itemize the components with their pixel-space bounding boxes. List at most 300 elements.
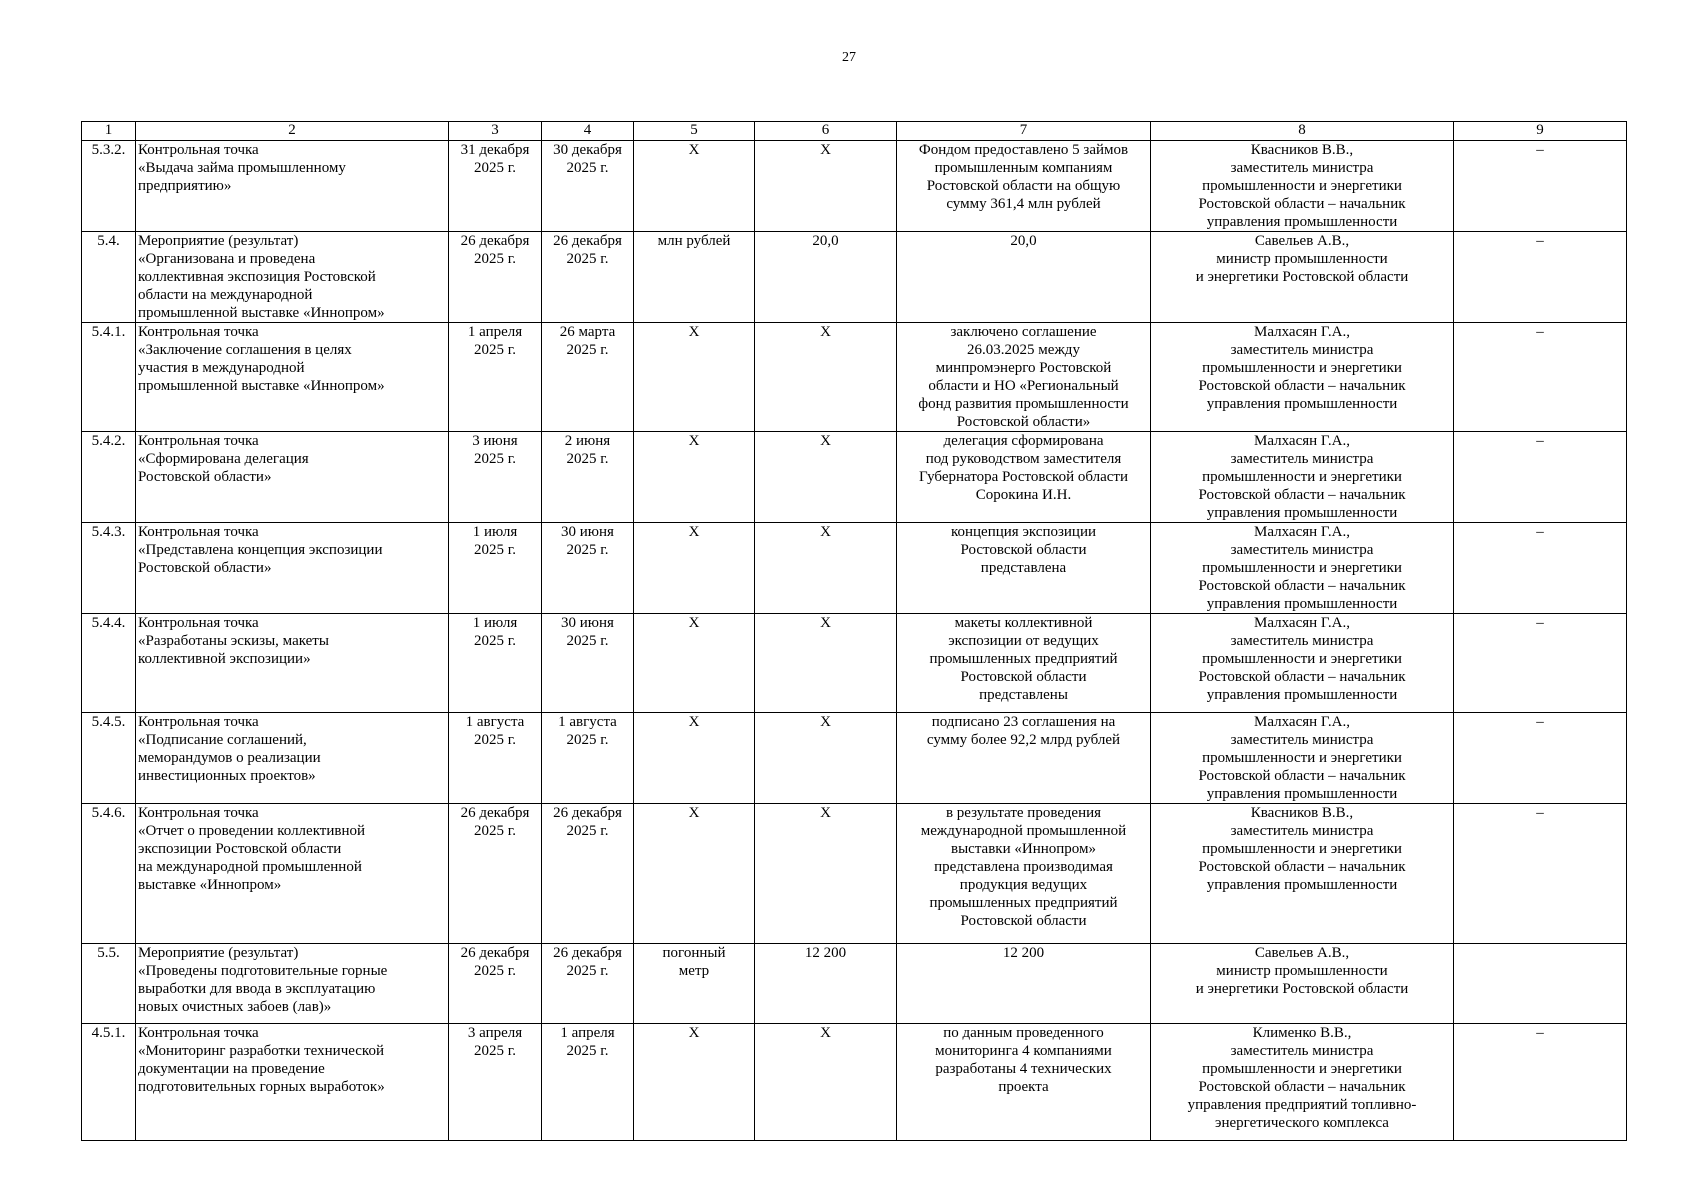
result-description-line: Сорокина И.Н. bbox=[975, 487, 1072, 503]
responsible-person-line: и энергетики Ростовской области bbox=[1195, 269, 1409, 285]
measure-name-line: коллективная экспозиция Ростовской bbox=[138, 269, 376, 285]
measure-name-line: Мероприятие (результат) bbox=[138, 945, 299, 961]
planned-value-cell bbox=[755, 141, 897, 232]
result-description-line: под руководством заместителя bbox=[925, 451, 1122, 467]
responsible-person-cell bbox=[1151, 432, 1454, 523]
actual-date-line: 26 декабря bbox=[553, 233, 622, 249]
responsible-person-line: Ростовской области – начальник bbox=[1198, 487, 1406, 503]
note-cell bbox=[1454, 804, 1627, 944]
page-number: 27 bbox=[842, 50, 856, 65]
actual-date-cell bbox=[542, 944, 634, 1024]
responsible-person-line: заместитель министра bbox=[1230, 451, 1374, 467]
result-description-cell bbox=[897, 804, 1151, 944]
result-description-cell bbox=[897, 944, 1151, 1024]
planned-date-line: 2025 г. bbox=[474, 542, 516, 558]
measure-name-cell bbox=[136, 523, 449, 614]
result-description-line: представлена bbox=[980, 560, 1067, 576]
responsible-person-line: промышленности и энергетики bbox=[1202, 469, 1402, 485]
measure-name-line: Ростовской области» bbox=[138, 560, 272, 576]
row-number-cell: 5.4.5. bbox=[82, 713, 136, 804]
measure-name-line: предприятию» bbox=[138, 178, 232, 194]
responsible-person-line: Ростовской области – начальник bbox=[1198, 669, 1406, 685]
result-description-line: экспозиции от ведущих bbox=[948, 633, 1099, 649]
planned-date-line: 2025 г. bbox=[474, 1043, 516, 1059]
unit-line: Х bbox=[688, 324, 700, 340]
actual-date-cell bbox=[542, 432, 634, 523]
measure-name-line: «Сформирована делегация bbox=[138, 451, 309, 467]
note-line: – bbox=[1536, 524, 1544, 540]
result-description-line: 12 200 bbox=[1002, 945, 1045, 961]
note-line: – bbox=[1536, 1025, 1544, 1041]
note-line: – bbox=[1536, 233, 1544, 249]
planned-date-line: 2025 г. bbox=[474, 732, 516, 748]
measure-name-line: Мероприятие (результат) bbox=[138, 233, 299, 249]
measure-name-line: подготовительных горных выработок» bbox=[138, 1079, 385, 1095]
responsible-person-line: Ростовской области – начальник bbox=[1198, 378, 1406, 394]
planned-value-line: Х bbox=[820, 142, 831, 158]
result-description-line: макеты коллективной bbox=[954, 615, 1093, 631]
unit-line: Х bbox=[688, 142, 700, 158]
planned-value-cell bbox=[755, 323, 897, 432]
col-header-8: 8 bbox=[1151, 122, 1454, 141]
unit-cell bbox=[634, 323, 755, 432]
planned-date-line: 26 декабря bbox=[460, 805, 530, 821]
planned-date-cell bbox=[449, 523, 542, 614]
table-row bbox=[82, 432, 1627, 523]
planned-value-cell bbox=[755, 944, 897, 1024]
row-number-cell: 5.4.6. bbox=[82, 804, 136, 944]
planned-value-line: Х bbox=[820, 324, 831, 340]
result-description-line: области и НО «Региональный bbox=[928, 378, 1119, 394]
planned-date-line: 2025 г. bbox=[474, 160, 516, 176]
table-row bbox=[82, 523, 1627, 614]
unit-cell bbox=[634, 804, 755, 944]
planned-date-cell bbox=[449, 432, 542, 523]
row-number-cell: 5.4.4. bbox=[82, 614, 136, 713]
planned-date-line: 3 апреля bbox=[467, 1025, 523, 1041]
measure-name-line: «Проведены подготовительные горные bbox=[138, 963, 388, 979]
responsible-person-line: Квасников В.В., bbox=[1250, 142, 1354, 158]
measure-name-line: участия в международной bbox=[138, 360, 305, 376]
planned-date-cell bbox=[449, 1024, 542, 1141]
responsible-person-line: Ростовской области – начальник bbox=[1198, 196, 1406, 212]
responsible-person-line: промышленности и энергетики bbox=[1202, 178, 1402, 194]
col-header-1: 1 bbox=[82, 122, 136, 141]
actual-date-cell bbox=[542, 523, 634, 614]
result-description-line: заключено соглашение bbox=[950, 324, 1097, 340]
col-header-7: 7 bbox=[897, 122, 1151, 141]
note-line: – bbox=[1536, 714, 1544, 730]
planned-date-line: 1 апреля bbox=[467, 324, 523, 340]
responsible-person-cell bbox=[1151, 323, 1454, 432]
row-number-cell: 5.5. bbox=[82, 944, 136, 1024]
planned-date-cell bbox=[449, 232, 542, 323]
row-number-cell: 5.4. bbox=[82, 232, 136, 323]
responsible-person-line: управления промышленности bbox=[1206, 786, 1398, 802]
responsible-person-line: заместитель министра bbox=[1230, 823, 1374, 839]
header-row bbox=[82, 122, 1627, 141]
note-line: – bbox=[1536, 142, 1544, 158]
note-cell bbox=[1454, 944, 1627, 1024]
unit-line: метр bbox=[678, 963, 710, 979]
planned-value-cell bbox=[755, 614, 897, 713]
measure-name-cell bbox=[136, 232, 449, 323]
actual-date-cell bbox=[542, 232, 634, 323]
result-description-line: разработаны 4 технических bbox=[935, 1061, 1112, 1077]
result-description-line: в результате проведения bbox=[945, 805, 1102, 821]
measure-name-cell bbox=[136, 944, 449, 1024]
table-row bbox=[82, 1024, 1627, 1141]
unit-cell bbox=[634, 232, 755, 323]
measure-name-line: Контрольная точка bbox=[138, 1025, 259, 1041]
planned-date-cell bbox=[449, 944, 542, 1024]
planned-date-line: 1 августа bbox=[465, 714, 525, 730]
measure-name-line: документации на проведение bbox=[138, 1061, 325, 1077]
measure-name-line: промышленной выставке «Иннопром» bbox=[138, 305, 385, 321]
result-description-line: Губернатора Ростовской области bbox=[918, 469, 1128, 485]
result-description-line: фонд развития промышленности bbox=[918, 396, 1129, 412]
measure-name-line: «Выдача займа промышленному bbox=[138, 160, 346, 176]
result-description-line: выставки «Иннопром» bbox=[951, 841, 1096, 857]
result-description-line: представлена производимая bbox=[934, 859, 1113, 875]
responsible-person-line: промышленности и энергетики bbox=[1202, 651, 1402, 667]
planned-value-cell bbox=[755, 432, 897, 523]
responsible-person-line: Квасников В.В., bbox=[1250, 805, 1354, 821]
measure-name-line: Контрольная точка bbox=[138, 805, 259, 821]
result-description-line: Ростовской области на общую bbox=[926, 178, 1121, 194]
result-description-line: концепция экспозиции bbox=[950, 524, 1097, 540]
note-cell bbox=[1454, 1024, 1627, 1141]
result-description-line: делегация сформирована bbox=[943, 433, 1104, 449]
actual-date-line: 26 декабря bbox=[553, 805, 622, 821]
note-cell bbox=[1454, 323, 1627, 432]
actual-date-line: 26 декабря bbox=[553, 945, 622, 961]
result-description-cell bbox=[897, 432, 1151, 523]
col-header-4: 4 bbox=[542, 122, 634, 141]
responsible-person-line: промышленности и энергетики bbox=[1202, 750, 1402, 766]
planned-date-line: 26 декабря bbox=[460, 233, 530, 249]
responsible-person-line: заместитель министра bbox=[1230, 633, 1374, 649]
actual-date-line: 30 июня bbox=[561, 615, 614, 631]
planned-date-line: 1 июля bbox=[472, 615, 518, 631]
result-description-line: Ростовской области» bbox=[956, 414, 1091, 430]
col-header-5: 5 bbox=[634, 122, 755, 141]
planned-value-line: Х bbox=[820, 1025, 831, 1041]
planned-date-line: 2025 г. bbox=[474, 451, 516, 467]
col-header-2: 2 bbox=[136, 122, 449, 141]
responsible-person-line: управления промышленности bbox=[1206, 596, 1398, 612]
responsible-person-line: управления промышленности bbox=[1206, 687, 1398, 703]
report-table bbox=[81, 121, 1627, 1141]
measure-name-line: на международной промышленной bbox=[138, 859, 362, 875]
planned-value-line: Х bbox=[820, 714, 831, 730]
measure-name-line: «Заключение соглашения в целях bbox=[138, 342, 352, 358]
measure-name-cell bbox=[136, 804, 449, 944]
planned-value-line: Х bbox=[820, 615, 831, 631]
responsible-person-cell bbox=[1151, 1024, 1454, 1141]
unit-line: погонный bbox=[662, 945, 726, 961]
row-number-cell: 5.4.1. bbox=[82, 323, 136, 432]
table-row bbox=[82, 323, 1627, 432]
unit-cell bbox=[634, 432, 755, 523]
result-description-line: минпромэнерго Ростовской bbox=[935, 360, 1112, 376]
table-body bbox=[82, 141, 1627, 1141]
result-description-line: Фондом предоставлено 5 займов bbox=[918, 142, 1129, 158]
responsible-person-line: заместитель министра bbox=[1230, 732, 1374, 748]
result-description-cell bbox=[897, 614, 1151, 713]
measure-name-line: «Подписание соглашений, bbox=[138, 732, 307, 748]
unit-cell bbox=[634, 523, 755, 614]
actual-date-cell bbox=[542, 323, 634, 432]
responsible-person-line: заместитель министра bbox=[1230, 1043, 1374, 1059]
col-header-3: 3 bbox=[449, 122, 542, 141]
planned-value-cell bbox=[755, 1024, 897, 1141]
col-header-9: 9 bbox=[1454, 122, 1627, 141]
unit-line: Х bbox=[688, 714, 700, 730]
measure-name-line: Контрольная точка bbox=[138, 714, 259, 730]
actual-date-line: 1 августа bbox=[558, 714, 617, 730]
unit-cell bbox=[634, 1024, 755, 1141]
responsible-person-line: Малхасян Г.А., bbox=[1254, 324, 1350, 340]
actual-date-line: 30 июня bbox=[561, 524, 614, 540]
responsible-person-line: управления промышленности bbox=[1206, 214, 1398, 230]
actual-date-line: 30 декабря bbox=[553, 142, 622, 158]
planned-date-cell bbox=[449, 141, 542, 232]
actual-date-line: 2025 г. bbox=[566, 1043, 609, 1059]
responsible-person-line: управления промышленности bbox=[1206, 877, 1398, 893]
responsible-person-line: Савельев А.В., bbox=[1254, 233, 1350, 249]
note-cell bbox=[1454, 432, 1627, 523]
result-description-cell bbox=[897, 1024, 1151, 1141]
result-description-line: продукция ведущих bbox=[959, 877, 1088, 893]
note-line: – bbox=[1536, 615, 1544, 631]
planned-value-line: Х bbox=[820, 524, 831, 540]
row-number-cell: 4.5.1. bbox=[82, 1024, 136, 1141]
planned-date-line: 1 июля bbox=[472, 524, 518, 540]
measure-name-cell bbox=[136, 141, 449, 232]
planned-date-cell bbox=[449, 614, 542, 713]
responsible-person-line: Ростовской области – начальник bbox=[1198, 578, 1406, 594]
responsible-person-cell bbox=[1151, 232, 1454, 323]
note-line: – bbox=[1536, 433, 1544, 449]
actual-date-cell bbox=[542, 804, 634, 944]
responsible-person-line: Ростовской области – начальник bbox=[1198, 1079, 1406, 1095]
planned-date-line: 2025 г. bbox=[474, 963, 516, 979]
measure-name-line: «Разработаны эскизы, макеты bbox=[138, 633, 329, 649]
table-row bbox=[82, 944, 1627, 1024]
planned-date-line: 26 декабря bbox=[460, 945, 530, 961]
actual-date-line: 2025 г. bbox=[566, 732, 609, 748]
responsible-person-line: промышленности и энергетики bbox=[1202, 360, 1402, 376]
note-cell bbox=[1454, 232, 1627, 323]
unit-line: Х bbox=[688, 615, 700, 631]
measure-name-cell bbox=[136, 713, 449, 804]
row-number-cell: 5.4.2. bbox=[82, 432, 136, 523]
responsible-person-line: Клименко В.В., bbox=[1252, 1025, 1352, 1041]
result-description-line: Ростовской области bbox=[960, 669, 1087, 685]
measure-name-line: меморандумов о реализации bbox=[138, 750, 321, 766]
responsible-person-cell bbox=[1151, 614, 1454, 713]
measure-name-line: «Мониторинг разработки технической bbox=[138, 1043, 384, 1059]
planned-date-cell bbox=[449, 713, 542, 804]
measure-name-line: коллективной экспозиции» bbox=[138, 651, 311, 667]
result-description-cell bbox=[897, 232, 1151, 323]
table-row bbox=[82, 141, 1627, 232]
responsible-person-line: управления предприятий топливно- bbox=[1187, 1097, 1417, 1113]
measure-name-cell bbox=[136, 1024, 449, 1141]
note-cell bbox=[1454, 141, 1627, 232]
measure-name-line: Контрольная точка bbox=[138, 433, 259, 449]
result-description-line: Ростовской области bbox=[960, 913, 1087, 929]
planned-value-cell bbox=[755, 523, 897, 614]
result-description-line: мониторинга 4 компаниями bbox=[935, 1043, 1112, 1059]
measure-name-line: Контрольная точка bbox=[138, 615, 259, 631]
planned-date-line: 2025 г. bbox=[474, 342, 516, 358]
result-description-line: по данным проведенного bbox=[943, 1025, 1104, 1041]
measure-name-line: Контрольная точка bbox=[138, 142, 259, 158]
responsible-person-line: энергетического комплекса bbox=[1215, 1115, 1389, 1131]
measure-name-line: выставке «Иннопром» bbox=[138, 877, 282, 893]
actual-date-cell bbox=[542, 614, 634, 713]
result-description-line: подписано 23 соглашения на bbox=[931, 714, 1116, 730]
unit-line: Х bbox=[688, 524, 700, 540]
actual-date-cell bbox=[542, 141, 634, 232]
actual-date-line: 1 апреля bbox=[560, 1025, 615, 1041]
result-description-line: международной промышленной bbox=[920, 823, 1127, 839]
actual-date-line: 2025 г. bbox=[566, 633, 609, 649]
unit-line: Х bbox=[688, 433, 700, 449]
planned-date-line: 31 декабря bbox=[460, 142, 530, 158]
responsible-person-line: Малхасян Г.А., bbox=[1254, 615, 1350, 631]
planned-value-line: Х bbox=[820, 805, 831, 821]
responsible-person-line: промышленности и энергетики bbox=[1202, 1061, 1402, 1077]
responsible-person-cell bbox=[1151, 523, 1454, 614]
actual-date-line: 2 июня bbox=[564, 433, 611, 449]
table-row bbox=[82, 614, 1627, 713]
measure-name-line: области на международной bbox=[138, 287, 313, 303]
responsible-person-line: Савельев А.В., bbox=[1254, 945, 1350, 961]
responsible-person-cell bbox=[1151, 944, 1454, 1024]
planned-value-cell bbox=[755, 713, 897, 804]
result-description-line: сумму более 92,2 млрд рублей bbox=[926, 732, 1121, 748]
responsible-person-line: Ростовской области – начальник bbox=[1198, 859, 1406, 875]
responsible-person-line: управления промышленности bbox=[1206, 396, 1398, 412]
measure-name-cell bbox=[136, 614, 449, 713]
measure-name-line: Ростовской области» bbox=[138, 469, 272, 485]
responsible-person-line: Малхасян Г.А., bbox=[1254, 433, 1350, 449]
unit-cell bbox=[634, 713, 755, 804]
measure-name-line: выработки для ввода в эксплуатацию bbox=[138, 981, 376, 997]
responsible-person-line: Малхасян Г.А., bbox=[1254, 524, 1350, 540]
responsible-person-line: заместитель министра bbox=[1230, 342, 1374, 358]
result-description-line: промышленных предприятий bbox=[929, 895, 1118, 911]
planned-value-line: Х bbox=[820, 433, 831, 449]
note-cell bbox=[1454, 713, 1627, 804]
responsible-person-line: заместитель министра bbox=[1230, 160, 1374, 176]
responsible-person-line: и энергетики Ростовской области bbox=[1195, 981, 1409, 997]
responsible-person-line: Ростовской области – начальник bbox=[1198, 768, 1406, 784]
table-row bbox=[82, 713, 1627, 804]
responsible-person-line: управления промышленности bbox=[1206, 505, 1398, 521]
planned-value-cell bbox=[755, 804, 897, 944]
planned-date-cell bbox=[449, 804, 542, 944]
measure-name-line: промышленной выставке «Иннопром» bbox=[138, 378, 385, 394]
result-description-cell bbox=[897, 523, 1151, 614]
unit-cell bbox=[634, 141, 755, 232]
result-description-cell bbox=[897, 713, 1151, 804]
unit-cell bbox=[634, 614, 755, 713]
responsible-person-cell bbox=[1151, 804, 1454, 944]
planned-date-line: 3 июня bbox=[472, 433, 518, 449]
actual-date-cell bbox=[542, 713, 634, 804]
row-number-cell: 5.3.2. bbox=[82, 141, 136, 232]
result-description-line: промышленным компаниям bbox=[934, 160, 1113, 176]
planned-date-line: 2025 г. bbox=[474, 823, 516, 839]
result-description-cell bbox=[897, 141, 1151, 232]
actual-date-line: 2025 г. bbox=[566, 251, 609, 267]
measure-name-line: инвестиционных проектов» bbox=[138, 768, 316, 784]
responsible-person-line: министр промышленности bbox=[1216, 251, 1388, 267]
measure-name-line: Контрольная точка bbox=[138, 324, 259, 340]
planned-date-line: 2025 г. bbox=[474, 251, 516, 267]
measure-name-line: «Отчет о проведении коллективной bbox=[138, 823, 366, 839]
result-description-line: 26.03.2025 между bbox=[967, 342, 1080, 358]
row-number-cell: 5.4.3. bbox=[82, 523, 136, 614]
measure-name-line: Контрольная точка bbox=[138, 524, 259, 540]
result-description-line: Ростовской области bbox=[960, 542, 1087, 558]
note-cell bbox=[1454, 614, 1627, 713]
result-description-line: сумму 361,4 млн рублей bbox=[946, 196, 1101, 212]
measure-name-line: «Представлена концепция экспозиции bbox=[138, 542, 383, 558]
unit-line: млн рублей bbox=[657, 233, 731, 249]
planned-value-cell bbox=[755, 232, 897, 323]
planned-date-cell bbox=[449, 323, 542, 432]
actual-date-line: 2025 г. bbox=[566, 160, 609, 176]
result-description-cell bbox=[897, 323, 1151, 432]
responsible-person-cell bbox=[1151, 141, 1454, 232]
actual-date-cell bbox=[542, 1024, 634, 1141]
responsible-person-line: промышленности и энергетики bbox=[1202, 841, 1402, 857]
responsible-person-cell bbox=[1151, 713, 1454, 804]
actual-date-line: 26 марта bbox=[559, 324, 616, 340]
col-header-6: 6 bbox=[755, 122, 897, 141]
measure-name-line: «Организована и проведена bbox=[138, 251, 316, 267]
result-description-line: представлены bbox=[979, 687, 1068, 703]
actual-date-line: 2025 г. bbox=[566, 823, 609, 839]
measure-name-line: экспозиции Ростовской области bbox=[138, 841, 342, 857]
actual-date-line: 2025 г. bbox=[566, 963, 609, 979]
actual-date-line: 2025 г. bbox=[566, 542, 609, 558]
actual-date-line: 2025 г. bbox=[566, 342, 609, 358]
table-row bbox=[82, 232, 1627, 323]
unit-line: Х bbox=[688, 1025, 700, 1041]
note-line: – bbox=[1536, 324, 1544, 340]
table-row bbox=[82, 804, 1627, 944]
responsible-person-line: заместитель министра bbox=[1230, 542, 1374, 558]
responsible-person-line: промышленности и энергетики bbox=[1202, 560, 1402, 576]
measure-name-cell bbox=[136, 323, 449, 432]
result-description-line: промышленных предприятий bbox=[929, 651, 1118, 667]
planned-date-line: 2025 г. bbox=[474, 633, 516, 649]
planned-value-line: 12 200 bbox=[804, 945, 847, 961]
responsible-person-line: Малхасян Г.А., bbox=[1254, 714, 1350, 730]
unit-cell bbox=[634, 944, 755, 1024]
measure-name-line: новых очистных забоев (лав)» bbox=[138, 999, 332, 1015]
result-description-line: проекта bbox=[998, 1079, 1049, 1095]
unit-line: Х bbox=[688, 805, 700, 821]
measure-name-cell bbox=[136, 432, 449, 523]
planned-value-line: 20,0 bbox=[812, 233, 839, 249]
